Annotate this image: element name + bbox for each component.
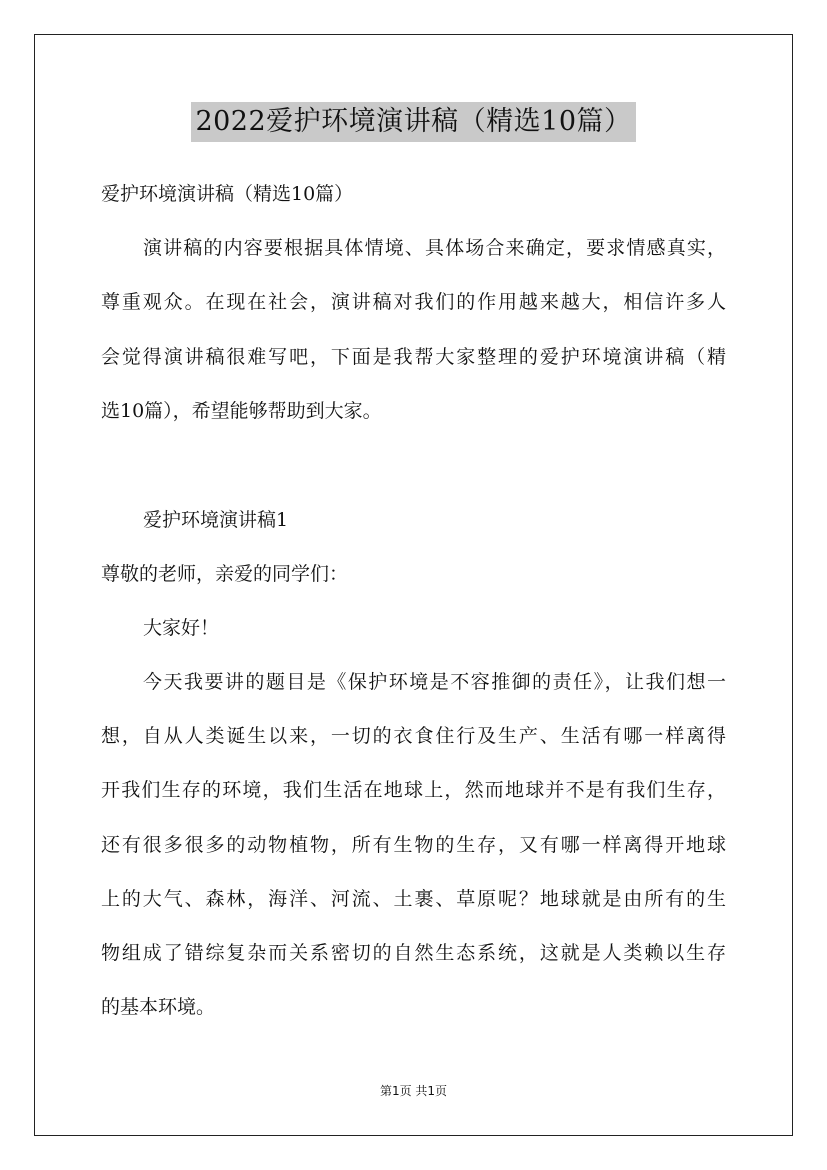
body-line-1: 今天我要讲的题目是《保护环境是不容推御的责任》，让我们想一 bbox=[143, 671, 726, 693]
greeting: 大家好！ bbox=[143, 617, 220, 639]
body-line-5: 上的大气、森林，海洋、河流、土裹、草原呢？地球就是由所有的生 bbox=[101, 888, 726, 910]
body-line-3: 开我们生存的环境，我们生活在地球上，然而地球并不是有我们生存， bbox=[101, 779, 726, 801]
intro-line-1: 演讲稿的内容要根据具体情境、具体场合来确定，要求情感真实， bbox=[143, 237, 726, 259]
intro-line-3: 会觉得演讲稿很难写吧，下面是我帮大家整理的爱护环境演讲稿（精 bbox=[101, 346, 726, 368]
section-heading: 爱护环境演讲稿1 bbox=[143, 509, 289, 531]
intro-line-4: 选10篇），希望能够帮助到大家。 bbox=[101, 400, 382, 422]
body-line-6: 物组成了错综复杂而关系密切的自然生态系统，这就是人类赖以生存 bbox=[101, 942, 726, 964]
intro-line-2: 尊重观众。在现在社会，演讲稿对我们的作用越来越大，相信许多人 bbox=[101, 291, 726, 313]
document-title: 2022爱护环境演讲稿（精选10篇） bbox=[191, 102, 635, 142]
body-line-4: 还有很多很多的动物植物，所有生物的生存，又有哪一样离得开地球 bbox=[101, 834, 726, 856]
body-line-2: 想，自从人类诞生以来，一切的衣食住行及生产、生活有哪一样离得 bbox=[101, 725, 726, 747]
body-line-7: 的基本环境。 bbox=[101, 996, 216, 1018]
document-subtitle: 爱护环境演讲稿（精选10篇） bbox=[101, 183, 354, 205]
document-title-block bbox=[0, 100, 827, 142]
page-footer: 第1页 共1页 bbox=[379, 1084, 448, 1098]
salutation: 尊敬的老师，亲爱的同学们： bbox=[101, 563, 349, 585]
